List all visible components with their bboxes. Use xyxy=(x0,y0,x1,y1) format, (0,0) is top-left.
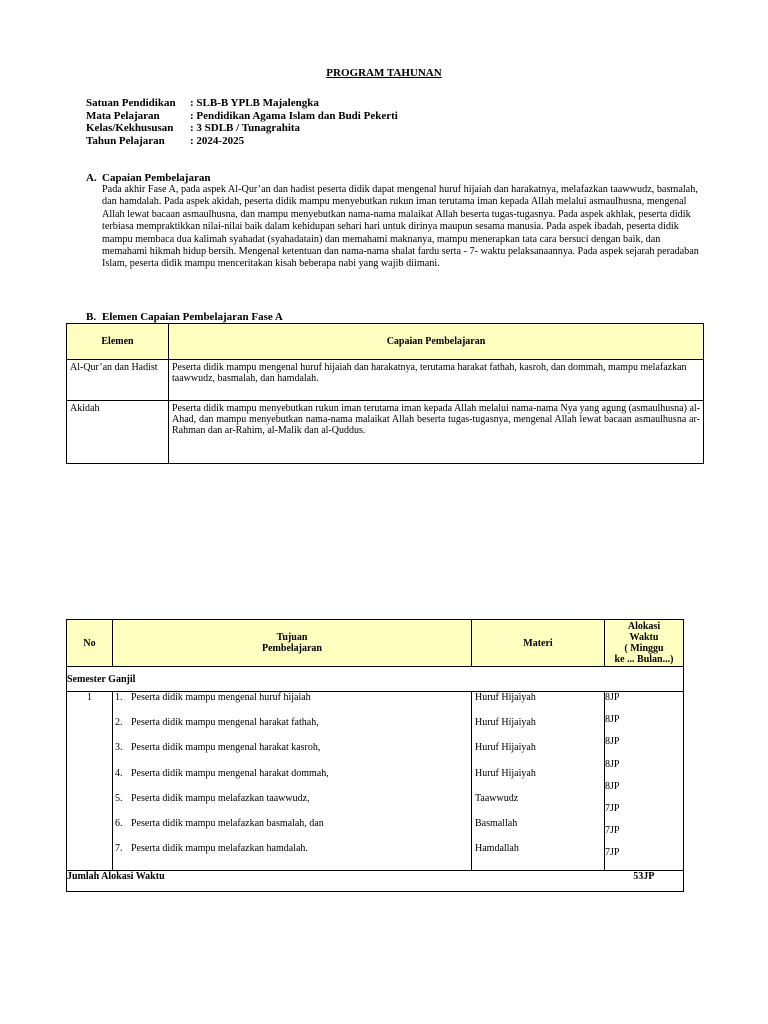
item-number: 3. xyxy=(115,742,123,754)
tujuan-cell xyxy=(113,692,472,871)
table-header-row xyxy=(67,620,684,667)
semester-row xyxy=(67,667,684,692)
identity-label: Satuan Pendidikan xyxy=(86,97,176,109)
elemen-cell: Akidah xyxy=(67,401,169,464)
identity-label: Tahun Pelajaran xyxy=(86,134,165,147)
list-item: Taawwudz xyxy=(475,792,519,804)
table-header-row xyxy=(67,324,704,360)
identity-block xyxy=(86,97,398,147)
document-title: PROGRAM TAHUNAN xyxy=(326,67,442,79)
list-item xyxy=(113,843,471,868)
list-item: Huruf Hijaiyah xyxy=(475,742,536,754)
list-item: 8JP xyxy=(605,736,620,748)
section-title: Capaian Pembelajaran xyxy=(102,172,211,184)
alokasi-list xyxy=(605,692,683,870)
item-number: 2. xyxy=(115,717,123,729)
col-header-tujuan xyxy=(113,620,472,667)
item-text: Peserta didik mampu melafazkan basmalah, dan xyxy=(131,817,324,829)
item-text: Peserta didik mampu melafazkan hamdalah. xyxy=(131,843,308,855)
alokasi-cell xyxy=(605,692,684,871)
identity-label: Mata Pelajaran xyxy=(86,109,160,122)
table-row xyxy=(67,692,684,871)
list-item xyxy=(113,768,471,793)
section-a-paragraph: Pada akhir Fase A, pada aspek Al-Qur’an dan hadist peserta didik dapat mengenal huruf hijaiah dan harakatnya, melafazkan taawwudz, basmalah, dan hamdalah. Pada aspek akidah, peserta didik mampu menyebutkan rukun iman terutama iman kepada Allah melalui asmaulhusna, mengenal Allah lewat bacaan asmaulhusna, dan mampu menyebutkan nama-nama malaikat Allah beserta tugas-tugasnya. Pada aspek akhlak, peserta didik terbiasa mempraktikkan nilai-nilai baik dalam kehidupan sehari hari untuk dirinya maupun sesama manusia. Pada aspek ibadah, peserta didik mampu membaca dua kalimah syahadat (syahadatain) dan memahami maknanya, mampu menerapkan tata cara bersuci dengan baik, dan memahami hikmah hidup bersih. Mengenal ketentuan dan nama-nama shalat fardu serta - 7- waktu pelaksanaannya. Pada aspek sejarah peradaban Islam, peserta didik mampu menceritakan kisah beberapa nabi yang wajib diimani. xyxy=(102,184,699,270)
identity-row xyxy=(86,110,398,123)
identity-label: Kelas/Kekhususan xyxy=(86,122,174,134)
elemen-cell: Al-Qur’an dan Hadist xyxy=(67,360,169,401)
col-header-no: No xyxy=(67,620,113,667)
list-item: Huruf Hijaiyah xyxy=(475,692,536,703)
col-header-tujuan-line: Pembelajaran xyxy=(262,643,322,654)
col-header-elemen: Elemen xyxy=(67,324,169,360)
item-number: 4. xyxy=(115,767,123,779)
identity-value: : Pendidikan Agama Islam dan Budi Pekerti xyxy=(190,109,398,122)
list-item: 8JP xyxy=(605,758,620,770)
identity-value: : 3 SDLB / Tunagrahita xyxy=(190,122,301,134)
col-header-alokasi-line: Alokasi xyxy=(627,621,661,632)
list-item xyxy=(113,742,471,767)
identity-row xyxy=(86,122,398,135)
item-number: 7. xyxy=(115,843,123,855)
col-header-alokasi xyxy=(605,620,684,667)
col-header-tujuan-line: Tujuan xyxy=(276,632,308,643)
materi-cell xyxy=(472,692,605,871)
table-row xyxy=(67,360,704,401)
item-number: 6. xyxy=(115,817,123,829)
section-a-heading xyxy=(86,172,706,184)
list-item: 7JP xyxy=(605,802,620,814)
col-header-alokasi-line: ke ... Bulan...) xyxy=(614,654,674,665)
list-item xyxy=(113,793,471,818)
list-item: Huruf Hijaiyah xyxy=(475,717,536,729)
row-number: 1 xyxy=(67,692,113,871)
col-header-alokasi-line: Waktu xyxy=(629,632,659,643)
list-item: 8JP xyxy=(605,692,620,703)
capaian-cell: Peserta didik mampu menyebutkan rukun iman terutama iman kepada Allah melalui nama-nama Nya yang agung (asmaulhusna) al-Ahad, dan mampu menyebutkan nama-nama malaikat Allah beserta tugas-tugasnya, mengenal Allah lewat bacaan asmaulhusna ar-Rahman dan ar-Rahim, al-Malik dan al-Quddus. xyxy=(169,401,704,464)
tujuan-list xyxy=(113,692,471,868)
list-item: Basmallah xyxy=(475,817,518,829)
semester-label: Semester Ganjil xyxy=(67,667,684,692)
item-text: Peserta didik mampu mengenal harakat dommah, xyxy=(131,767,329,779)
list-item: Hamdallah xyxy=(475,843,519,855)
item-text: Peserta didik mampu mengenal harakat fathah, xyxy=(131,717,319,729)
identity-row xyxy=(86,97,398,110)
identity-value: : SLB-B YPLB Majalengka xyxy=(190,97,319,109)
col-header-capaian: Capaian Pembelajaran xyxy=(169,324,704,360)
item-text: Peserta didik mampu mengenal harakat kasroh, xyxy=(131,742,321,754)
elemen-table xyxy=(66,323,704,464)
list-item: Huruf Hijaiyah xyxy=(475,767,536,779)
section-letter: A. xyxy=(86,172,97,184)
list-item xyxy=(113,717,471,742)
item-number: 5. xyxy=(115,792,123,804)
capaian-cell: Peserta didik mampu mengenal huruf hijaiah dan harakatnya, terutama harakat fathah, kasroh, dan dommah, mampu melafazkan taawwudz, basmalah, dan hamdalah. xyxy=(169,360,704,401)
section-capaian-pembelajaran xyxy=(86,172,706,281)
list-item xyxy=(113,692,471,717)
section-letter: B. xyxy=(86,311,97,323)
identity-row xyxy=(86,135,398,148)
total-label: Jumlah Alokasi Waktu xyxy=(67,871,605,892)
section-title: Elemen Capaian Pembelajaran Fase A xyxy=(102,311,283,323)
item-text: Peserta didik mampu mengenal huruf hijaiah xyxy=(131,692,311,703)
col-header-alokasi-line: ( Minggu xyxy=(624,643,664,654)
identity-value: : 2024-2025 xyxy=(190,134,245,147)
item-number: 1. xyxy=(115,692,123,703)
item-text: Peserta didik mampu melafazkan taawwudz, xyxy=(131,792,310,804)
list-item: 7JP xyxy=(605,825,620,837)
section-b-heading xyxy=(86,311,283,323)
list-item: 7JP xyxy=(605,847,620,859)
prota-table xyxy=(66,619,684,892)
total-row xyxy=(67,871,684,892)
list-item xyxy=(113,818,471,843)
col-header-materi: Materi xyxy=(472,620,605,667)
materi-list xyxy=(472,692,604,868)
total-value: 53JP xyxy=(605,871,684,892)
table-row xyxy=(67,401,704,464)
list-item: 8JP xyxy=(605,780,620,792)
list-item: 8JP xyxy=(605,714,620,726)
